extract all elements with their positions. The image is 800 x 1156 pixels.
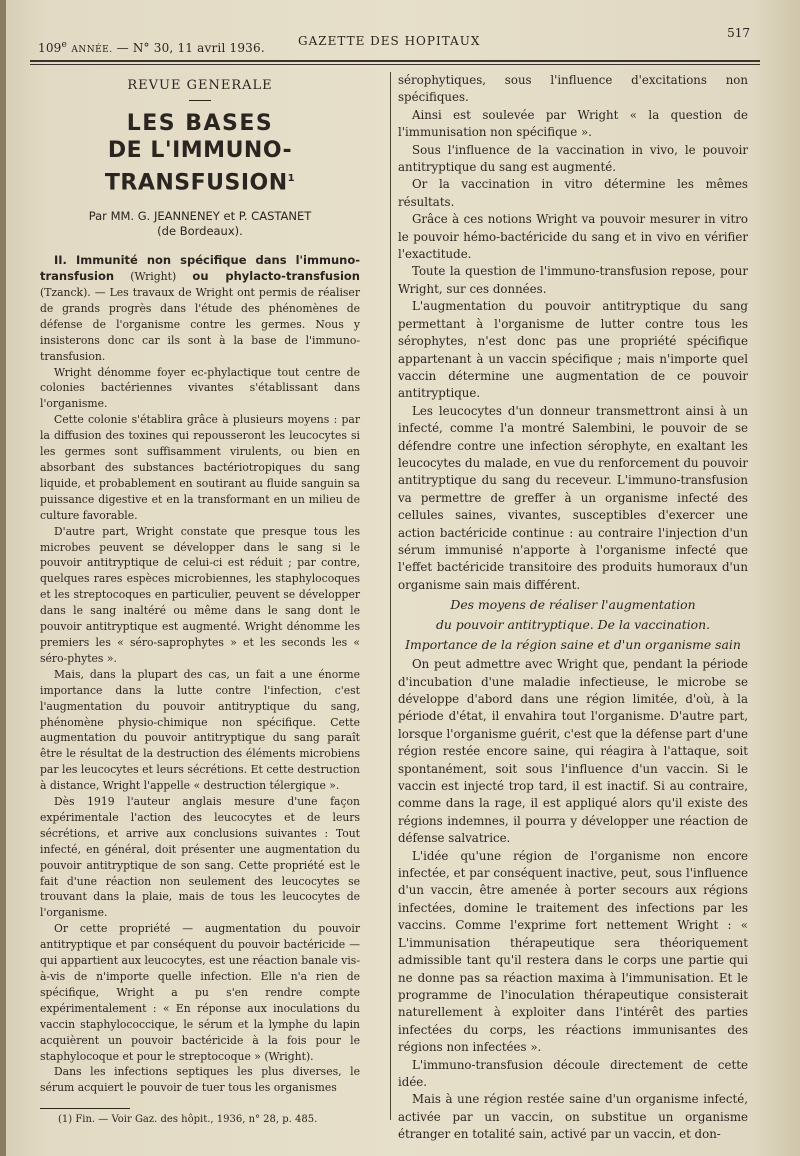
volume-suffix: e [61, 40, 68, 50]
binding-edge [0, 0, 6, 1156]
paragraph: Or cette propriété — augmentation du pouvoir antitryptique et par conséquent du pouvoir bactéricide — qui appartient aux leucocytes, est une réaction banale vis-à-vis de n'importe quelle infection. Elle n'a rien de spécifique, Wright a pu s'en rendre compte expérimentalement : « En réponse aux inoculations du vaccin staphylococcique, le sérum et la lymphe du lapin acquièrent un pouvoir bactéricide à la fois pour le staphylocoque et pour le streptocoque » (Wright). [40, 922, 360, 1063]
paragraph: Or la vaccination in vitro détermine les mêmes résultats. [398, 177, 748, 209]
subheading-line3: Importance de la région saine et d'un organisme sain [405, 637, 741, 653]
paragraph-text: (Tzanck). — Les travaux de Wright ont permis de réaliser de grands progrès dans l'étude des phénomènes de défense de l'organisme contre les germes. Nous y insisterons donc car ils sont à la base de l'immuno-transfusion. [40, 286, 360, 363]
paragraph: Mais à une région restée saine d'un organisme infecté, activée par un vaccin, on substitue un organisme étranger en totalité sain, activé par un vaccin, et don- [398, 1092, 748, 1142]
section-label: REVUE GENERALE [127, 78, 273, 93]
paragraph: Dès 1919 l'auteur anglais mesure d'une façon expérimentale l'action des leucocytes et de leurs sécrétions, et arrive aux conclusions suivantes : Tout infecté, en général, doit présenter une augmentation du pouvoir antitryptique de son sang. Cette propriété est le fait d'une réaction non seulement des leucocytes se trouvant dans la plaie, mais de tous les leucocytes de l'organisme. [40, 795, 360, 920]
paragraph: Les leucocytes d'un donneur transmettront ainsi à un infecté, comme l'a montré Salembini, le pouvoir de se défendre contre une infection sérophyte, en exaltant les leucocytes du malade, en vue du renforcement du pouvoir antitryptique du sang du receveur. L'immuno-transfusion va permettre de greffer à un organisme infecté des cellules saines, vivantes, susceptibles d'exercer une action bactéricide continue : au contraire l'injection d'un sérum immunisé n'apporte à l'organisme infecté que l'effet bactéricide transitoire des produits humoraux d'un organisme sain mais différent. [398, 403, 748, 592]
footnote: (1) Fin. — Voir Gaz. des hôpit., 1936, n° 28, p. 485. [58, 1114, 318, 1125]
column-separator [390, 72, 391, 1120]
affiliation: (de Bordeaux). [157, 224, 243, 239]
paragraph-text: (Wright) [114, 270, 193, 284]
section-dash [189, 100, 211, 101]
subheading-line2: du pouvoir antitryptique. De la vaccination. [435, 617, 711, 633]
subsection-heading: II. Immunité non spécifique dans l'immuno-transfusion [40, 253, 360, 284]
paragraph: L'augmentation du pouvoir antitryptique du sang permettant à l'organisme de lutter contre tous les sérophytes, n'est donc pas une propriété spécifique appartenant à un vaccin spécifique ; mais n'importe quel vaccin détermine une augmentation de ce pouvoir antitryptique. [398, 299, 748, 401]
volume-number: 109 [38, 41, 62, 55]
paragraph: Cette colonie s'établira grâce à plusieurs moyens : par la diffusion des toxines qui repousseront les leucocytes si les germes sont suffisamment virulents, ou bien en absorbant des substances bactériotropiques du sang liquide, et probablement en soutirant au fluide sanguin sa puissance digestive et en la transformant en un milieu de culture favorable. [40, 413, 360, 522]
right-column [398, 72, 748, 1144]
paragraph: Mais, dans la plupart des cas, un fait a une énorme importance dans la lutte contre l'infection, c'est l'augmentation du pouvoir antitryptique du sang, phénomène physio-chimique non spécifique. Cette augmentation du pouvoir antitryptique du sang paraît être le résultat de la destruction des éléments microbiens par les leucocytes et leurs sécrétions. Et cette destruction à distance, Wright l'appelle « destruction télergique ». [40, 667, 360, 793]
paragraph: sérophytiques, sous l'influence d'excitations non spécifiques. [398, 73, 748, 105]
article-title-line2 [40, 137, 360, 197]
article-title-text: DE L'IMMUNO-TRANSFUSION [104, 137, 293, 196]
subsection-heading-2: ou phylacto-transfusion [192, 269, 360, 284]
issue-info [38, 40, 265, 55]
paragraph: L'immuno-transfusion découle directement de cette idée. [398, 1057, 748, 1089]
paragraph [40, 253, 360, 364]
paragraph: Sous l'influence de la vaccination in vivo, le pouvoir antitryptique du sang est augmenté. [398, 142, 748, 175]
paragraph: Ainsi est soulevée par Wright « la question de l'immunisation non spécifique ». [398, 107, 748, 140]
issue-date: — N° 30, 11 avril 1936. [116, 41, 265, 55]
header-rule-thin [30, 64, 760, 65]
footnote-rule [40, 1108, 130, 1109]
footnote-ref: 1 [287, 172, 296, 184]
paragraph: On peut admettre avec Wright que, pendant la période d'incubation d'une maladie infectieuse, le microbe se développe d'abord dans une région limitée, d'où, à la période d'état, il envahira tout l'organisme. D'autre part, lorsque l'organisme guérit, c'est que la défense part d'une région restée encore saine, qui réagira à l'attaque, soit spontanément, soit sous l'influence d'un vaccin. Si le vaccin est injecté trop tard, il est inactif. Si au contraire, comme dans la rage, il est appliqué alors qu'il existe des régions indemnes, il pourra y développer une réaction de défense salvatrice. [398, 657, 748, 846]
authors-block [40, 209, 360, 239]
journal-title: GAZETTE DES HOPITAUX [298, 34, 481, 48]
running-header [30, 26, 752, 56]
paragraph: L'idée qu'une région de l'organisme non encore infectée, et par conséquent inactive, peut, sous l'influence d'un vaccin, être amenée à porter secours aux régions infectées, domine le traitement des infections par les vaccins. Comme l'exprime fort nettement Wright : « L'immunisation thérapeutique sera théoriquement admissible tant qu'il restera dans le corps une partie qui ne donne pas sa réaction maxima à l'immunisation. Et le programme de l'inoculation thérapeutique consisterait naturellement à exploiter dans l'intérêt des parties infectées du corps, les réactions immunisantes des régions non infectées ». [398, 848, 748, 1055]
left-column [40, 74, 360, 1096]
article-title-line1: LES BASES [126, 110, 274, 136]
authors: Par MM. G. JEANNENEY et P. CASTANET [88, 209, 312, 224]
subheading-line1: Des moyens de réaliser l'augmentation [450, 597, 696, 613]
paragraph: Grâce à ces notions Wright va pouvoir mesurer in vitro le pouvoir hémo-bactéricide du sang et in vivo en vérifier l'exactitude. [398, 212, 748, 262]
paragraph: Wright dénomme foyer ec-phylactique tout centre de colonies bactériennes vivantes s'établissant dans l'organisme. [40, 365, 360, 411]
paragraph: Dans les infections septiques les plus diverses, le sérum acquiert le pouvoir de tuer tous les organismes [40, 1065, 360, 1095]
paragraph: D'autre part, Wright constate que presque tous les microbes peuvent se développer dans le sang si le pouvoir antitryptique de celui-ci est réduit ; par contre, quelques rares espèces microbiennes, les staphylocoques et les streptocoques en particulier, peuvent se développer dans le sang inaltéré ou même dans le sang dont le pouvoir antitryptique est augmenté. Wright dénomme les premiers les « séro-saprophytes » et les seconds les « séro-phytes ». [40, 524, 360, 665]
page-number: 517 [727, 26, 750, 40]
header-rule [30, 60, 760, 62]
paragraph: Toute la question de l'immuno-transfusion repose, pour Wright, sur ces données. [398, 264, 748, 296]
volume-word: ANNÉE. [71, 45, 113, 55]
